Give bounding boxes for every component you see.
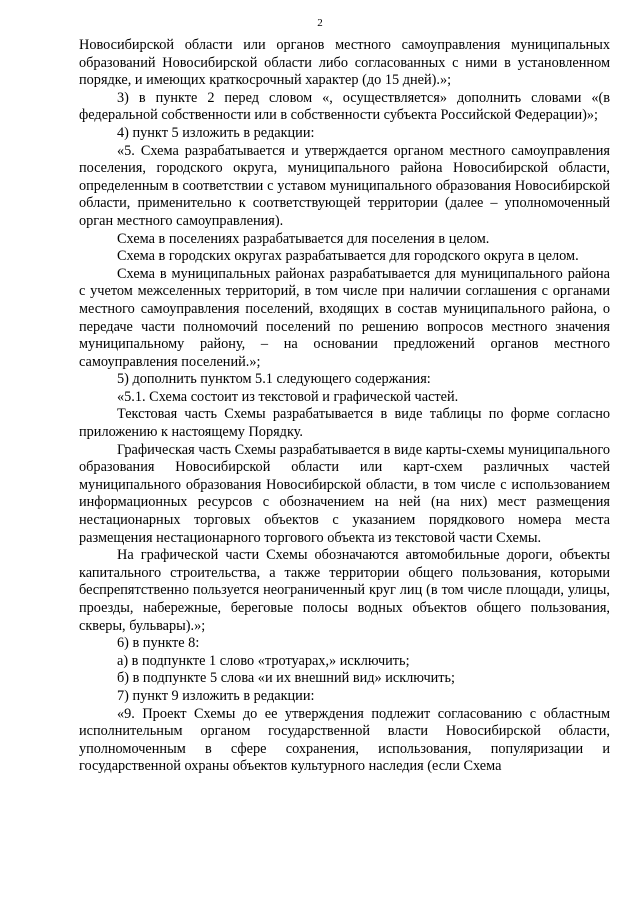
paragraph-item-4: 4) пункт 5 изложить в редакции: [117, 124, 315, 141]
paragraph-continuation: Новосибирской области или органов местного самоуправления муниципальных образований Новосибирской области либо согласованных с ними в установленном порядке, и имеющих краткосрочный характер (до 15 дней).»; [79, 37, 610, 89]
paragraph-item-6: 6) в пункте 8: [117, 635, 200, 652]
paragraph-subitem-a: а) в подпункте 1 слово «тротуарах,» исключить; [117, 652, 410, 669]
paragraph-settlements: Схема в поселениях разрабатывается для поселения в целом. [117, 230, 490, 247]
paragraph-text-part: Текстовая часть Схемы разрабатывается в виде таблицы по форме согласно приложению к настоящему Порядку. [79, 406, 610, 441]
paragraph-item-3: 3) в пункте 2 перед словом «, осуществляется» дополнить словами «(в федеральной собственности или в собственности субъекта Российской Федерации)»; [79, 89, 610, 124]
paragraph-subitem-b: б) в подпункте 5 слова «и их внешний вид» исключить; [117, 670, 456, 687]
document-body [79, 37, 610, 776]
paragraph-graphic-part: Графическая часть Схемы разрабатывается в виде карты-схемы муниципального образования Новосибирской области или карт-схем различных частей муниципального образования Новосибирской области, в том числе с использованием информационных ресурсов с обозначением на ней (на них) мест размещения нестационарных торговых объектов с указанием порядкового номера места размещения нестационарного торгового объекта из текстовой части Схемы. [79, 441, 610, 546]
paragraph-clause-9: «9. Проект Схемы до ее утверждения подлежит согласованию с областным исполнительным органом государственной власти Новосибирской области, уполномоченным в сфере сохранения, использования, популяризации и государственной охраны объектов культурного наследия (если Схема [79, 705, 610, 775]
paragraph-clause-5-1: «5.1. Схема состоит из текстовой и графической частей. [117, 388, 459, 405]
paragraph-municipal-districts: Схема в муниципальных районах разрабатывается для муниципального района с учетом межселенных территорий, в том числе при наличии соглашения с органами местного самоуправления поселений, входящих в состав муниципального района, о передаче части полномочий поселений по решению вопросов местного значения муниципальному району, – на основании предложений органов местного самоуправления поселений.»; [79, 265, 610, 370]
paragraph-item-7: 7) пункт 9 изложить в редакции: [117, 687, 315, 704]
paragraph-urban-districts: Схема в городских округах разрабатывается для городского округа в целом. [117, 248, 579, 265]
paragraph-item-5: 5) дополнить пунктом 5.1 следующего содержания: [117, 371, 431, 388]
paragraph-graphic-contents: На графической части Схемы обозначаются автомобильные дороги, объекты капитального строительства, а также территории общего пользования, которыми беспрепятственно пользуется неограниченный круг лиц (в том числе площади, улицы, проезды, набережные, береговые полосы водных объектов общего пользования, скверы, бульвары).»; [79, 547, 610, 634]
page-number: 2 [317, 17, 323, 29]
paragraph-clause-5: «5. Схема разрабатывается и утверждается органом местного самоуправления поселения, городского округа, муниципального района Новосибирской области, определенным в соответствии с уставом муниципального образования Новосибирской области, применительно к соответствующей территории (далее – уполномоченный орган местного самоуправления). [79, 142, 610, 229]
